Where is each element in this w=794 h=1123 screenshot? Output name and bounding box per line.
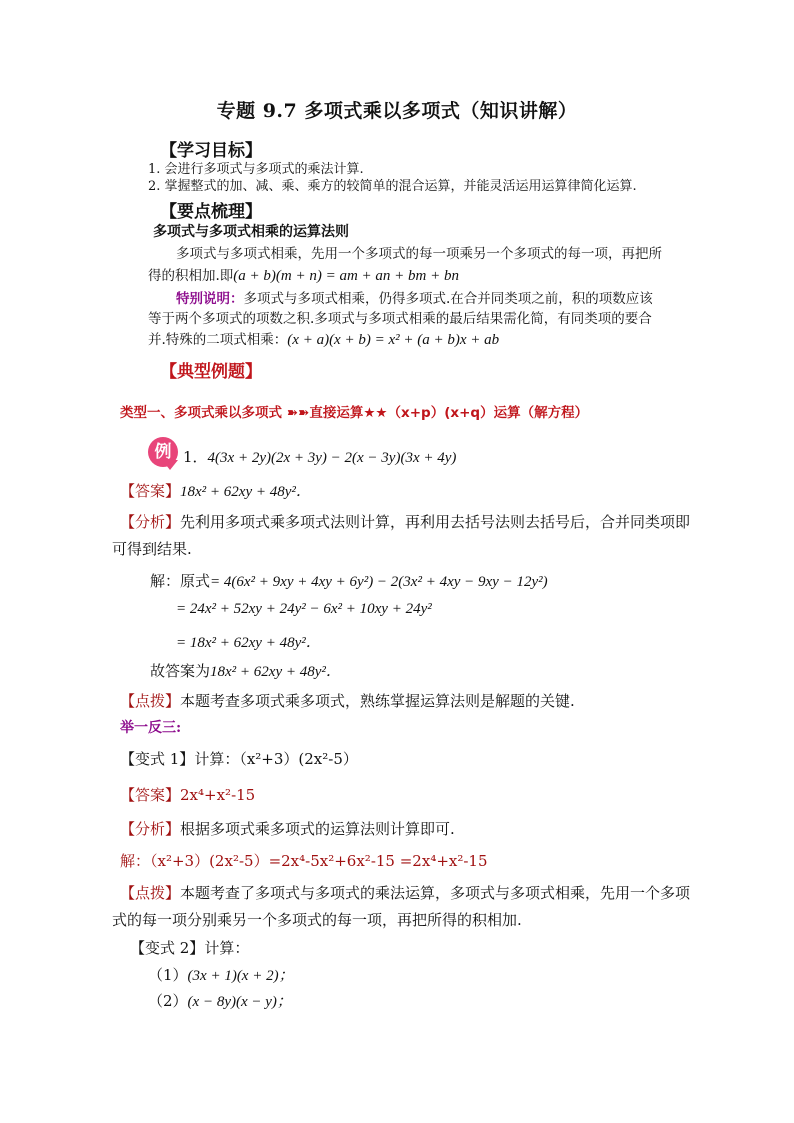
rule-formula: (a + b)(m + n) = am + an + bm + bn (233, 268, 460, 284)
special-formula: (x + a)(x + b) = x² + (a + b)x + ab (287, 332, 500, 348)
special-line-2: 等于两个多项式的项数之积.多项式与多项式相乘的最后结果需化简，有同类项的要合 (148, 311, 652, 327)
variant-2-item-1-num: （1） (148, 966, 188, 984)
example-1-expression: 4(3x + 2y)(2x + 3y) − 2(x − 3y)(3x + 4y) (207, 450, 457, 466)
example-1-number: 1． (183, 448, 208, 466)
variant-1-analysis-label: 【分析】 (120, 820, 181, 838)
solution-step-3: = 18x² + 62xy + 48y²． (176, 635, 321, 651)
variant-1-answer (120, 784, 255, 805)
variant-1-answer-label: 【答案】 (120, 786, 181, 804)
rule-line-2 (148, 264, 459, 285)
special-line-3-text: 并.特殊的二项式相乘： (148, 332, 288, 348)
solution-step-1: = 4(6x² + 9xy + 4xy + 6y²) − 2(3x² + 4xy − 9xy − 12y²) (210, 574, 548, 590)
tip-text: 本题考查多项式乘多项式，熟练掌握运算法则是解题的关键. (180, 692, 575, 710)
type-heading: 类型一、多项式乘以多项式 ➽➽直接运算★★（x+p）(x+q）运算（解方程） (120, 405, 589, 421)
variant-1-answer-value: 2x⁴+x²-15 (180, 786, 256, 804)
goal-item-1: 1. 会进行多项式与多项式的乘法计算. (148, 162, 364, 177)
goal-item-2: 2. 掌握整式的加、减、乘、乘方的较简单的混合运算，并能灵活运用运算律简化运算. (148, 179, 637, 194)
example-badge: 例 (148, 437, 178, 467)
therefore-value: 18x² + 62xy + 48y²． (210, 664, 341, 680)
analysis-label: 【分析】 (120, 513, 181, 531)
variant-1-analysis-text: 根据多项式乘多项式的运算法则计算即可. (180, 820, 455, 838)
analysis-line-2: 可得到结果. (112, 540, 192, 558)
special-line-1-text: 多项式与多项式相乘，仍得多项式.在合并同类项之前，积的项数应该 (243, 291, 653, 307)
solution-step-2: = 24x² + 52xy + 24y² − 6x² + 10xy + 24y² (176, 601, 432, 617)
variant-2-item-2-num: （2） (148, 992, 188, 1010)
variant-2 (130, 937, 249, 958)
variant-1-analysis (120, 818, 455, 839)
variant-1-tip-line-1 (120, 882, 690, 903)
variant-2-item-2 (148, 990, 292, 1011)
tip-label: 【点拨】 (120, 692, 181, 710)
example-1 (183, 446, 456, 467)
variant-2-item-1 (148, 964, 294, 985)
special-line-3 (148, 328, 499, 349)
answer-value: 18x² + 62xy + 48y²． (180, 484, 311, 500)
drill-heading: 举一反三: (120, 720, 182, 736)
variant-1-tip-line-2: 式的每一项分别乘另一个多项式的每一项，再把所得的积相加. (112, 911, 522, 929)
analysis-text-1: 先利用多项式乘多项式法则计算，再利用去括号法则去括号后，合并同类项即 (180, 513, 691, 531)
solution-label: 解：原式 (150, 572, 211, 590)
answer-label: 【答案】 (120, 482, 181, 500)
variant-1-tip-text-1: 本题考查了多项式与多项式的乘法运算，多项式与多项式相乘，先用一个多项 (180, 884, 691, 902)
answer-line (120, 480, 311, 501)
special-label: 特别说明： (176, 291, 244, 307)
points-heading: 【要点梳理】 (160, 202, 262, 222)
rule-line-2-text: 得的积相加.即 (148, 268, 234, 284)
variant-1-text: 计算：（x²+3）(2x²-5） (194, 750, 358, 768)
examples-heading: 【典型例题】 (160, 362, 262, 382)
solution-line-1 (150, 570, 548, 591)
variant-2-text: 计算： (204, 939, 250, 957)
variant-1-solution: 解：（x²+3）(2x²-5）=2x⁴-5x²+6x²-15 =2x⁴+x²-15 (120, 852, 488, 870)
special-line-1 (176, 287, 653, 307)
variant-1-label: 【变式 1】 (120, 750, 195, 768)
rule-line-1: 多项式与多项式相乘，先用一个多项式的每一项乘另一个多项式的每一项，再把所 (176, 246, 662, 262)
rule-subheading: 多项式与多项式相乘的运算法则 (153, 224, 349, 240)
variant-2-label: 【变式 2】 (130, 939, 205, 957)
tip-line (120, 690, 575, 711)
variant-1-tip-label: 【点拨】 (120, 884, 181, 902)
variant-2-item-1-expr: (3x + 1)(x + 2)； (187, 968, 294, 984)
goals-heading: 【学习目标】 (160, 141, 262, 161)
variant-1 (120, 748, 358, 769)
therefore-label: 故答案为 (150, 662, 211, 680)
analysis-line-1 (120, 511, 690, 532)
page-title: 专题 9.7 多项式乘以多项式（知识讲解） (216, 100, 578, 122)
example-badge-tail (162, 460, 178, 470)
variant-2-item-2-expr: (x − 8y)(x − y)； (187, 994, 292, 1010)
therefore-line (150, 660, 341, 681)
